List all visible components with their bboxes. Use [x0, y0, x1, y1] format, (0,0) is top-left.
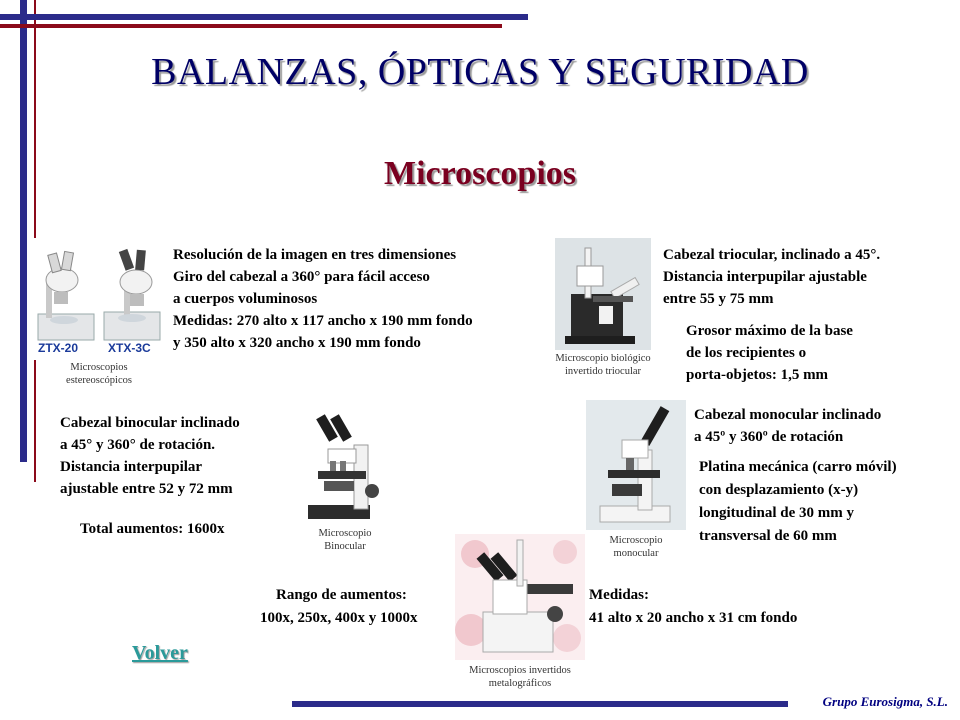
back-link[interactable]: Volver [132, 642, 188, 664]
bottom-horizontal-bar [292, 701, 788, 707]
measures-label: Medidas: [589, 587, 649, 603]
monocular-caption: Microscopio monocular [609, 535, 663, 559]
monocular-description: Cabezal monocular inclinado a 45º y 360º de rotación [694, 407, 882, 445]
magnification-range-values: 100x, 250x, 400x y 1000x [260, 610, 418, 626]
footer-company: Grupo Eurosigma, S.L. [822, 694, 948, 709]
binocular-caption: Microscopio Binocular [318, 528, 372, 552]
measures-values: 41 alto x 20 ancho x 31 cm fondo [589, 610, 798, 626]
stereo-label-left: ZTX-20 [38, 341, 79, 355]
stereo-description: Resolución de la imagen en tres dimensiones Giro del cabezal a 360° para fácil acceso a cuerpos voluminosos Medidas: 270 alto x 117 ancho x 190 mm fondo y 350 alto x 320 ancho x 190 mm fondo [173, 247, 473, 351]
magnification-range-label: Rango de aumentos: [276, 587, 407, 603]
top-horizontal-red-bar [0, 24, 502, 28]
top-horizontal-bar [0, 14, 528, 20]
binocular-microscope-image [298, 405, 392, 525]
trinocular-description: Cabezal triocular, inclinado a 45°. Distancia interpupilar ajustable entre 55 y 75 mm [663, 247, 881, 307]
stereo-caption: Microscopios estereoscópicos [66, 362, 132, 386]
stereo-microscopes-image [34, 238, 164, 360]
page-subtitle: Microscopios [383, 155, 576, 192]
monocular-microscope-image [586, 400, 686, 530]
trinocular-caption: Microscopio biológico invertido triocular [555, 353, 651, 377]
metallographic-microscope-image [455, 534, 585, 660]
monocular-description-stage: Platina mecánica (carro móvil) con desplazamiento (x-y) longitudinal de 30 mm y transversal de 60 mm [699, 459, 897, 544]
trinocular-microscope-image [555, 238, 651, 350]
binocular-total-magnification: Total aumentos: 1600x [80, 521, 225, 537]
metallographic-caption: Microscopios invertidos metalográficos [469, 665, 571, 689]
binocular-description: Cabezal binocular inclinado a 45° y 360° de rotación. Distancia interpupilar ajustable entre 52 y 72 mm [60, 415, 240, 497]
stereo-label-right: XTX-3C [108, 341, 151, 355]
trinocular-description-base: Grosor máximo de la base de los recipientes o porta-objetos: 1,5 mm [686, 323, 853, 383]
page-title: BALANZAS, ÓPTICAS Y SEGURIDAD [151, 51, 809, 93]
